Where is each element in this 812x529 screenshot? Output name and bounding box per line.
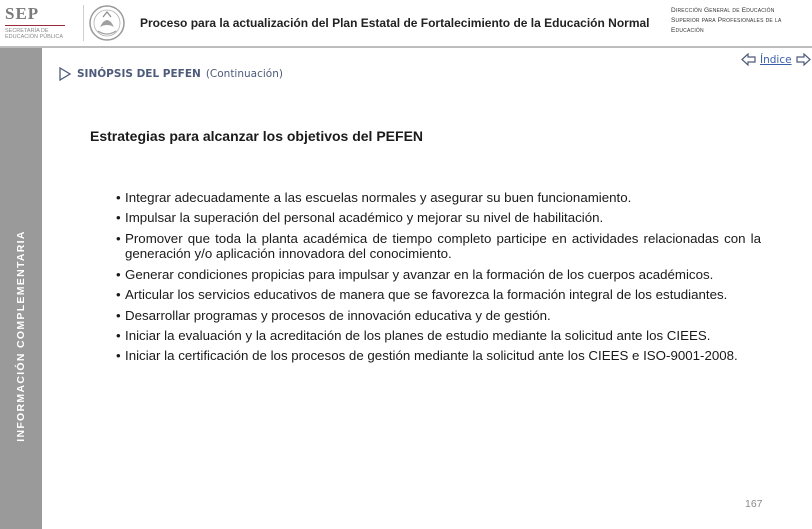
content-title: Estrategias para alcanzar los objetivos del PEFEN [90,128,424,144]
page-header [0,0,812,47]
arrow-right-icon[interactable] [796,53,811,66]
sep-logo-text: SEP [5,4,40,23]
list-item: • Iniciar la evaluación y la acreditación de los planes de estudio mediante la solicitud ante los CIEES. [116,328,761,344]
list-item: • Iniciar la certificación de los procesos de gestión mediante la solicitud ante los CIEES e ISO-9001-2008. [116,348,761,364]
directorate-name: Dirección General de Educación Superior para Profesionales de la Educación [671,7,782,34]
list-item: • Impulsar la superación del personal académico y mejorar su nivel de habilitación. [116,210,761,226]
coat-of-arms-seal-icon [88,3,126,43]
sep-logo-rule [5,25,65,26]
section-heading [58,67,283,81]
index-navigation [741,53,811,66]
document-title: Proceso para la actualización del Plan Estatal de Fortalecimiento de la Educación Normal [140,16,650,30]
list-item: • Articular los servicios educativos de manera que se favorezca la formación integral de los estudiantes. [116,287,761,303]
page-number: 167 [745,498,763,510]
section-title: SINÓPSIS DEL PEFEN [77,68,201,80]
side-bar [0,48,42,529]
play-triangle-icon [58,67,72,81]
list-item: • Generar condiciones propicias para impulsar y avanzar en la formación de los cuerpos académicos. [116,267,761,283]
header-divider [83,5,84,41]
list-item: • Desarrollar programas y procesos de innovación educativa y de gestión. [116,308,761,324]
sidebar-label: INFORMACIÓN COMPLEMENTARIA [15,230,27,442]
sep-logo [5,4,81,42]
header-separator [0,46,812,48]
arrow-left-icon[interactable] [741,53,756,66]
list-item: • Promover que toda la planta académica de tiempo completo participe en actividades relacionadas con la generación y/o aplicación innovadora del conocimiento. [116,231,761,262]
section-continuation: (Continuación) [205,68,283,80]
index-link[interactable]: Índice [760,53,792,66]
strategy-list [116,190,761,369]
list-item: • Integrar adecuadamente a las escuelas normales y asegurar su buen funcionamiento. [116,190,761,206]
sep-logo-subtitle: SECRETARÍA DE EDUCACIÓN PÚBLICA [5,28,64,40]
